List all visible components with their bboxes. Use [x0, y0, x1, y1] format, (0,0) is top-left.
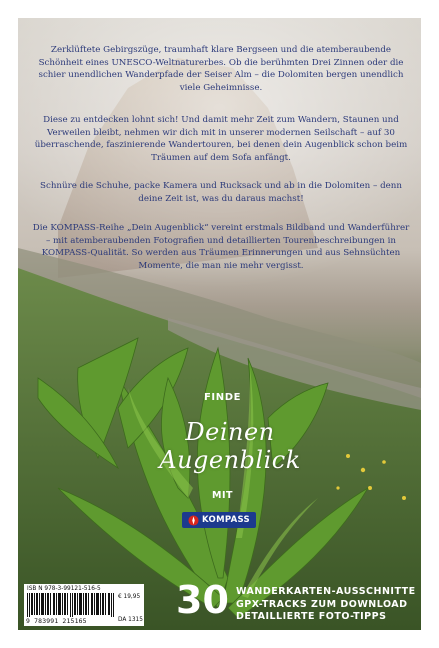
feature-item: DETAILLIERTE FOTO-TIPPS: [236, 611, 387, 622]
intro-paragraph-2: Diese zu entdecken lohnt sich! Und damit mehr Zeit zum Wandern, Staunen und Verweilen bleibt, nehmen wir dich mit in unserer modernen Seilschaft – auf 30 überraschende, faszinierende Wandertouren, bei denen dein Augenblick schon beim Träumen auf dem Sofa anfängt.: [34, 115, 408, 163]
intro-paragraph-4: Die KOMPASS-Reihe „Dein Augenblick“ vereint erstmals Bildband und Wanderführer – mit atemberaubenden Fotografien und detaillierten Tourenbeschreibungen in KOMPASS-Qualität. So werden aus Träumen Erinnerungen und aus Sehnsüchten Momente, die man nie mehr vergisst.: [32, 223, 410, 271]
slogan-mit: MIT: [212, 490, 233, 501]
feature-item: GPX-TRACKS ZUM DOWNLOAD: [236, 598, 408, 610]
compass-emblem-icon: [188, 515, 199, 526]
feature-item: WANDERKARTEN-AUSSCHNITTE: [236, 586, 416, 597]
book-back-cover: [18, 18, 421, 630]
product-code: DA 1315: [118, 617, 143, 623]
tour-count: 30: [176, 578, 229, 622]
kompass-logo: [182, 512, 256, 528]
intro-paragraph-3: Schnüre die Schuhe, packe Kamera und Rucksack und ab in die Dolomiten – denn deine Zeit ist, was du daraus machst!: [40, 181, 402, 204]
price-text: € 19,95: [118, 594, 141, 600]
feature-list: [236, 586, 416, 624]
isbn-text: ISB N 978-3-99121-516-5: [27, 586, 101, 592]
barcode-label: [24, 584, 144, 626]
slogan-script: Deinen Augenblick: [159, 418, 301, 474]
kompass-logo-text: KOMPASS: [202, 515, 250, 525]
slogan-finde: FINDE: [204, 392, 242, 403]
barcode-digits: 9 783991 215165: [26, 617, 87, 625]
dolomites-landscape-photo: [18, 18, 421, 630]
intro-paragraph-1: Zerklüftete Gebirgszüge, traumhaft klare Bergseen und die atemberaubende Schönheit eines UNESCO-Weltnaturerbes. Ob die berühmten Drei Zinnen oder die schier unendlichen Wanderpfade der Seiser Alm – die Dolomiten bergen unendlich viele Geheimnisse.: [38, 45, 404, 93]
barcode-bars: [27, 593, 115, 617]
